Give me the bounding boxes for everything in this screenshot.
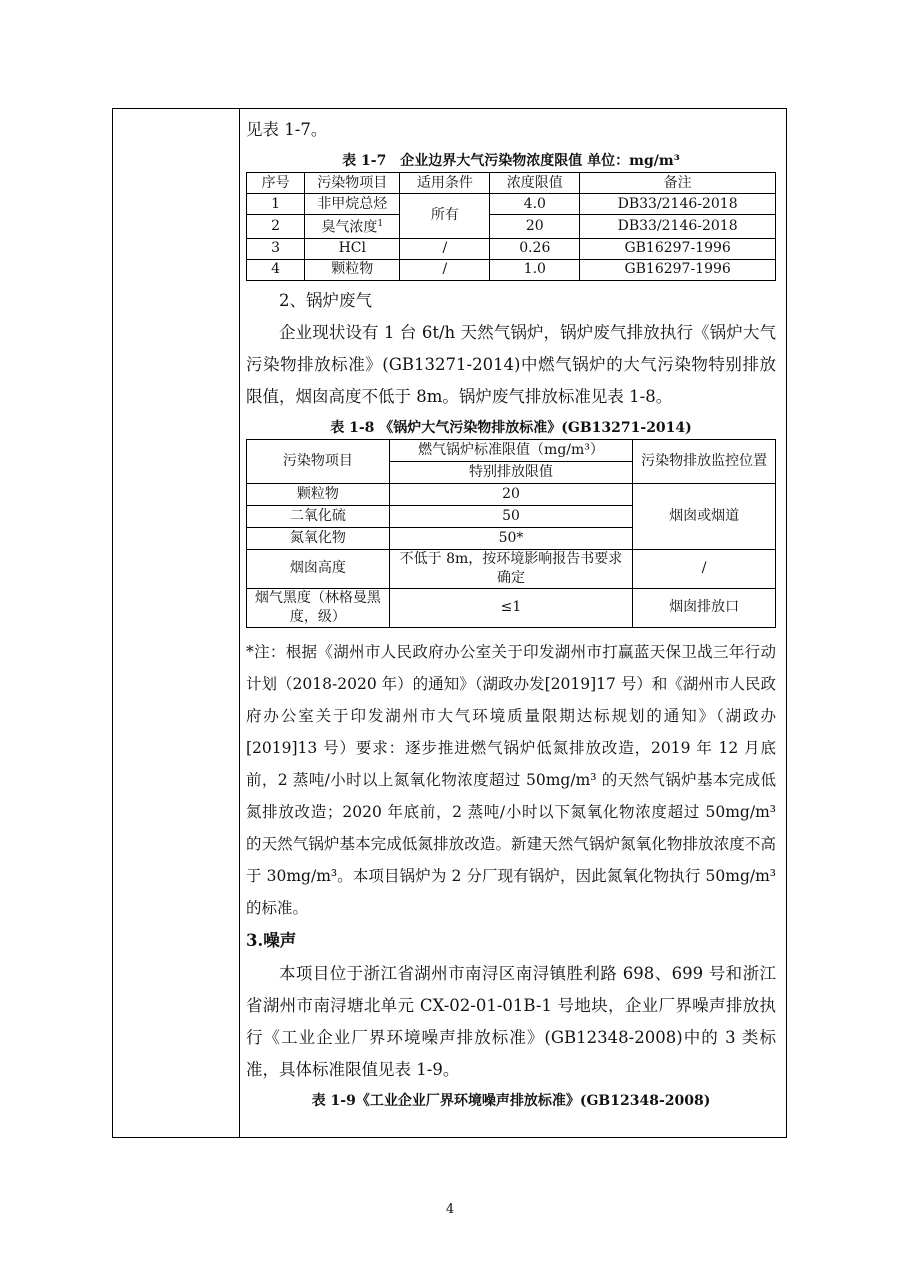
cell-item: 氮氧化物 <box>247 527 390 549</box>
cell-condition: / <box>400 259 490 280</box>
table-row <box>247 194 776 215</box>
cell-monitor: 烟囱或烟道 <box>633 483 776 549</box>
header-limit: 燃气锅炉标准限值（mg/m³） <box>389 439 632 461</box>
cell-item: HCl <box>305 238 400 259</box>
footnote-mark: 1 <box>377 219 384 229</box>
table-row <box>247 238 776 259</box>
cell-item: 二氧化硫 <box>247 505 390 527</box>
intro-text: 见表 1-7。 <box>246 120 328 139</box>
table-header-row <box>247 439 776 461</box>
header-monitor: 污染物排放监控位置 <box>633 439 776 483</box>
cell-no: 1 <box>247 194 305 215</box>
cell-note: DB33/2146-2018 <box>580 194 776 215</box>
cell-limit: 20 <box>490 215 580 239</box>
cell-limit: 50 <box>389 505 632 527</box>
boiler-heading: 2、锅炉废气 <box>279 290 372 310</box>
cell-item <box>305 215 400 239</box>
table-1-7 <box>246 172 776 281</box>
header-sub: 特别排放限值 <box>389 461 632 483</box>
table-note: *注：根据《湖州市人民政府办公室关于印发湖州市打赢蓝天保卫战三年行动计划（2018-2020 年）的通知》（湖政办发[2019]17 号）和《湖州市人民政府办公室关于印发湖州市大气环境质量限期达标规划的通知》（湖政办[2019]13 号）要求：逐步推进燃气锅炉低氮排放改造，2019 年 12 月底前，2 蒸吨/小时以上氮氧化物浓度超过 50mg/m³ 的天然气锅炉基本完成低氮排放改造；2020 年底前，2 蒸吨/小时以下氮氧化物浓度超过 50mg/m³ 的天然气锅炉基本完成低氮排放改造。新建天然气锅炉氮氧化物排放浓度不高于 30mg/m³。本项目锅炉为 2 分厂现有锅炉，因此氮氧化物执行 50mg/m³ 的标准。 <box>246 642 776 917</box>
cell-limit: 4.0 <box>490 194 580 215</box>
content-column <box>246 108 776 1112</box>
cell-note: GB16297-1996 <box>580 259 776 280</box>
table-row <box>247 483 776 505</box>
noise-heading: 3.噪声 <box>246 930 297 950</box>
header-item: 污染物项目 <box>247 439 390 483</box>
boiler-paragraph: 企业现状设有 1 台 6t/h 天然气锅炉，锅炉废气排放执行《锅炉大气污染物排放标准》(GB13271-2014)中燃气锅炉的大气污染物特别排放限值，烟囱高度不低于 8m。锅炉废气排放标准见表 1-8。 <box>246 322 776 406</box>
table-row <box>247 549 776 588</box>
cell-item: 颗粒物 <box>305 259 400 280</box>
table-row <box>247 588 776 627</box>
cell-no: 2 <box>247 215 305 239</box>
header-cell: 备注 <box>580 173 776 194</box>
table-header-row <box>247 173 776 194</box>
cell-monitor: 烟囱排放口 <box>633 588 776 627</box>
table-row <box>247 215 776 239</box>
header-cell: 适用条件 <box>400 173 490 194</box>
cell-limit: ≤1 <box>389 588 632 627</box>
noise-paragraph: 本项目位于浙江省湖州市南浔区南浔镇胜利路 698、699 号和浙江省湖州市南浔塘北单元 CX-02-01-01B-1 号地块，企业厂界噪声排放执行《工业企业厂界环境噪声排放标准》(GB12348-2008)中的 3 类标准，具体标准限值见表 1-9。 <box>246 963 776 1079</box>
header-cell: 浓度限值 <box>490 173 580 194</box>
cell-no: 3 <box>247 238 305 259</box>
cell-note: DB33/2146-2018 <box>580 215 776 239</box>
cell-no: 4 <box>247 259 305 280</box>
header-cell: 污染物项目 <box>305 173 400 194</box>
table-1-8-caption: 表 1-8 《锅炉大气污染物排放标准》(GB13271-2014) <box>330 419 692 436</box>
cell-monitor: / <box>633 549 776 588</box>
cell-limit: 1.0 <box>490 259 580 280</box>
cell-item: 烟气黑度（林格曼黑度，级） <box>247 588 390 627</box>
cell-item: 烟囱高度 <box>247 549 390 588</box>
item-text: 臭气浓度 <box>321 219 378 236</box>
table-1-8 <box>246 439 776 628</box>
cell-item: 非甲烷总烃 <box>305 194 400 215</box>
table-row <box>247 259 776 280</box>
cell-limit: 不低于 8m，按环境影响报告书要求确定 <box>389 549 632 588</box>
cell-note: GB16297-1996 <box>580 238 776 259</box>
page-number: 4 <box>445 1202 455 1217</box>
cell-item: 颗粒物 <box>247 483 390 505</box>
cell-condition: / <box>400 238 490 259</box>
table-1-9-caption: 表 1-9《工业企业厂界环境噪声排放标准》(GB12348-2008) <box>311 1092 711 1109</box>
column-divider <box>239 109 240 1137</box>
cell-limit: 20 <box>389 483 632 505</box>
cell-limit: 50* <box>389 527 632 549</box>
cell-condition: 所有 <box>400 194 490 239</box>
table-1-7-caption: 表 1-7 企业边界大气污染物浓度限值 单位：mg/m³ <box>342 153 680 169</box>
header-cell: 序号 <box>247 173 305 194</box>
cell-limit: 0.26 <box>490 238 580 259</box>
